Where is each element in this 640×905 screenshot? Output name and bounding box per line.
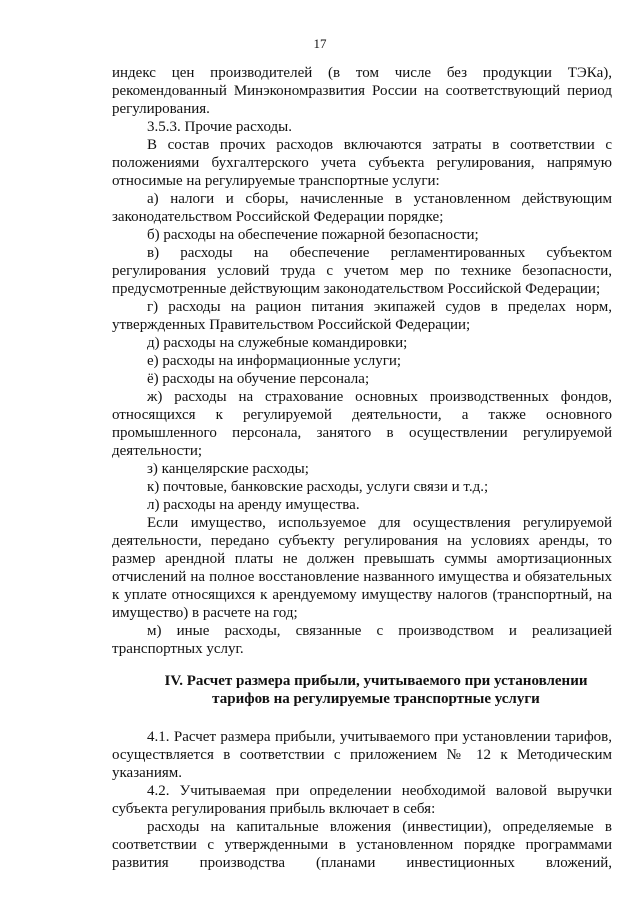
subsection-title: 3.5.3. Прочие расходы.: [147, 119, 292, 135]
list-item: л) расходы на аренду имущества.: [147, 497, 360, 513]
page-number: 17: [313, 36, 327, 51]
list-item: ё) расходы на обучение персонала;: [147, 371, 370, 387]
paragraph: В состав прочих расходов включаются затраты в соответствии с положениями бухгалтерского учета субъекта регулирования, напрямую относимые на регулируемые транспортные услуги:: [112, 137, 612, 189]
paragraph: 4.1. Расчет размера прибыли, учитываемого при установлении тарифов, осуществляется в соответствии с приложением № 12 к Методическим указаниям.: [112, 729, 612, 781]
list-item: з) канцелярские расходы;: [147, 461, 309, 477]
section-heading-line-1: IV. Расчет размера прибыли, учитываемого при установлении: [164, 673, 588, 689]
list-item: г) расходы на рацион питания экипажей судов в пределах норм, утвержденных Правительством Российской Федерации;: [112, 299, 612, 333]
section-heading: [140, 672, 612, 708]
list-item: к) почтовые, банковские расходы, услуги связи и т.д.;: [147, 479, 489, 495]
paragraph: Если имущество, используемое для осуществления регулируемой деятельности, передано субъекту регулирования на условиях аренды, то размер арендной платы не должен превышать суммы амортизационных отчислений на полное восстановление названного имущества и обязательных к уплате относящихся к арендуемому имуществу налогов (транспортный, на имущество) в расчете на год;: [112, 515, 612, 621]
list-item: б) расходы на обеспечение пожарной безопасности;: [147, 227, 479, 243]
paragraph: индекс цен производителей (в том числе без продукции ТЭКа), рекомендованный Минэкономразвития России на соответствующий период регулирования.: [112, 65, 612, 117]
paragraph: расходы на капитальные вложения (инвестиции), определяемые в соответствии с утвержденными в установленном порядке программами развития производства (планами инвестиционных вложений,: [112, 819, 612, 871]
paragraph: 4.2. Учитываемая при определении необходимой валовой выручки субъекта регулирования прибыль включает в себя:: [112, 783, 612, 817]
list-item: д) расходы на служебные командировки;: [147, 335, 408, 351]
list-item: а) налоги и сборы, начисленные в установленном действующим законодательством Российской Федерации порядке;: [112, 191, 612, 225]
document-body: [112, 64, 612, 872]
list-item: в) расходы на обеспечение регламентированных субъектом регулирования условий труда с учетом мер по технике безопасности, предусмотренные действующим законодательством Российской Федерации;: [112, 245, 612, 297]
section-heading-line-2: тарифов на регулируемые транспортные услуги: [212, 691, 540, 707]
list-item: м) иные расходы, связанные с производством и реализацией транспортных услуг.: [112, 623, 612, 657]
list-item: е) расходы на информационные услуги;: [147, 353, 402, 369]
list-item: ж) расходы на страхование основных производственных фондов, относящихся к регулируемой деятельности, а также основного промышленного персонала, занятого в осуществлении регулируемой деятельности;: [112, 389, 612, 459]
